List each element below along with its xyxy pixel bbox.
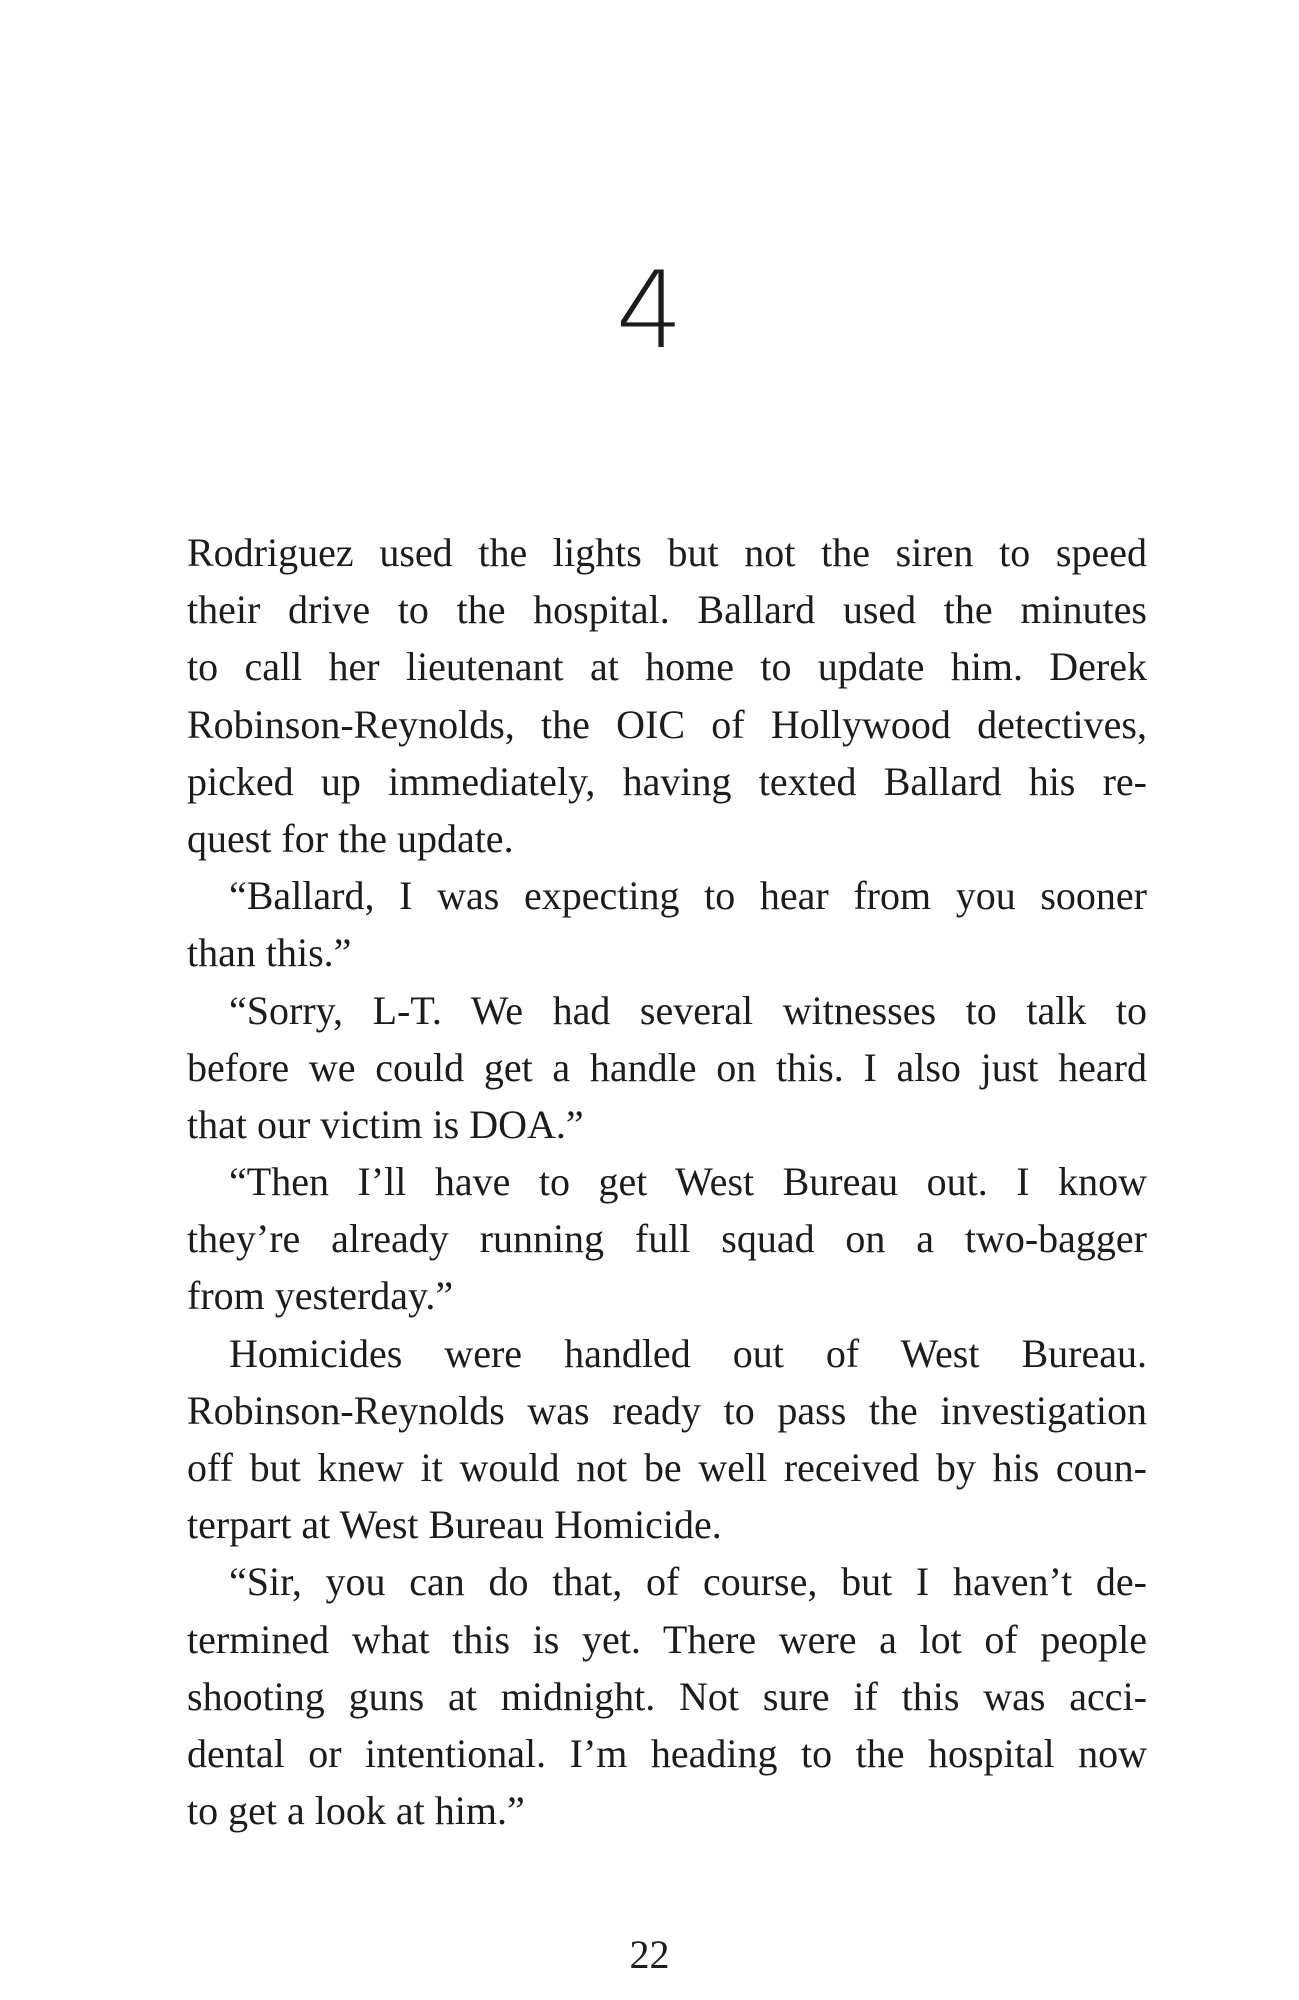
text-line: Rodriguez used the lights but not the siren to speed (187, 530, 1147, 575)
text-line: before we could get a handle on this. I also just heard (187, 1044, 1147, 1090)
text-line: shooting guns at midnight. Not sure if this was acci- (187, 1673, 1147, 1719)
text-line: Robinson-Reynolds was ready to pass the investigation (187, 1387, 1147, 1433)
text-line: than this.” (187, 930, 352, 976)
text-line: that our victim is DOA.” (187, 1101, 584, 1147)
text-line: from yesterday.” (187, 1273, 454, 1319)
text-line: termined what this is yet. There were a lot of people (187, 1616, 1147, 1662)
page-number: 22 (629, 1932, 670, 1977)
text-line: to get a look at him.” (187, 1788, 525, 1834)
text-line: picked up immediately, having texted Ballard his re- (187, 758, 1147, 804)
text-line: “Sorry, L-T. We had several witnesses to talk to (229, 987, 1147, 1033)
text-line: terpart at West Bureau Homicide. (187, 1502, 722, 1548)
text-line: dental or intentional. I’m heading to the hospital now (187, 1730, 1147, 1776)
text-line: off but knew it would not be well received by his coun- (187, 1445, 1147, 1490)
text-line: their drive to the hospital. Ballard used the minutes (187, 587, 1147, 633)
chapter-body-text (187, 524, 1147, 1839)
text-line: “Ballard, I was expecting to hear from you sooner (229, 873, 1147, 919)
text-line: “Then I’ll have to get West Bureau out. I know (229, 1159, 1147, 1205)
chapter-number: 4 (615, 249, 684, 372)
text-line: they’re already running full squad on a two-bagger (187, 1216, 1147, 1262)
text-line: Robinson-Reynolds, the OIC of Hollywood detectives, (187, 701, 1147, 747)
text-line: to call her lieutenant at home to update him. Derek (187, 644, 1147, 690)
text-line: Homicides were handled out of West Bureau. (229, 1330, 1147, 1376)
text-line: quest for the update. (187, 815, 514, 861)
text-line: “Sir, you can do that, of course, but I haven’t de- (229, 1559, 1147, 1605)
